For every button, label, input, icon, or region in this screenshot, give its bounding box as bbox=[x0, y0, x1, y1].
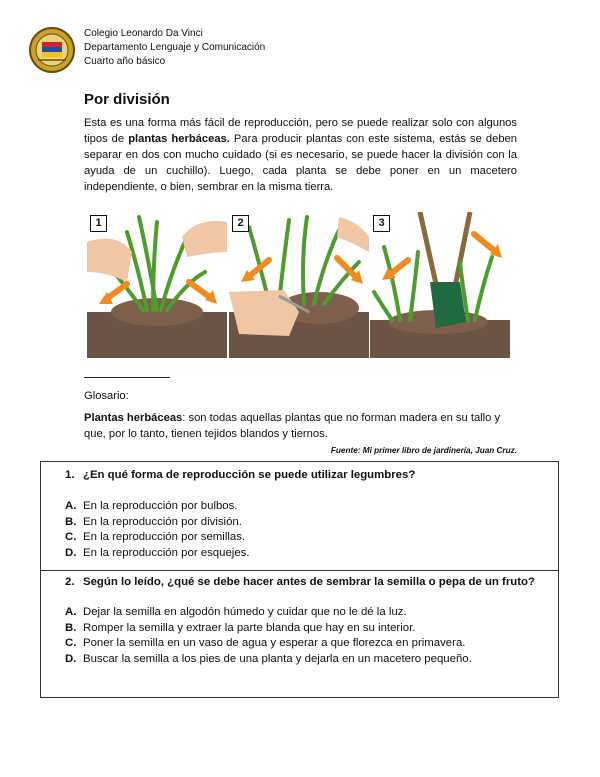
option-2c: C. Poner la semilla en un vaso de agua y esperar a que florezca en primavera. bbox=[65, 637, 466, 649]
figure-step-1 bbox=[87, 212, 227, 358]
figure-step-3 bbox=[370, 212, 510, 358]
option-2b: B. Romper la semilla y extraer la parte blanda que hay en su interior. bbox=[65, 621, 416, 634]
glossary-term: Plantas herbáceas bbox=[84, 412, 183, 424]
glossary-definition bbox=[84, 410, 524, 442]
intro-bold-term: plantas herbáceas. bbox=[128, 133, 230, 145]
step-number-1: 1 bbox=[90, 215, 107, 232]
school-header bbox=[84, 27, 265, 69]
question-1 bbox=[65, 469, 415, 481]
question-divider bbox=[41, 570, 558, 571]
step-number-3: 3 bbox=[373, 215, 390, 232]
intro-text-2: Para producir plantas con este sistema, estás se deben separar en dos con mucho cuidado (si es necesario, se puede hacer la división con la ayuda de un cuchillo). Luego, cada planta se debe poner en un macetero independiente, o bien, sembrar en la misma tierra. bbox=[84, 133, 517, 193]
question-2-options bbox=[65, 605, 472, 667]
school-logo bbox=[28, 26, 76, 74]
option-1c: C. En la reproducción por semillas. bbox=[65, 531, 246, 543]
question-2-number: 2. bbox=[65, 576, 75, 588]
figure-step-2 bbox=[229, 212, 369, 358]
school-name: Colegio Leonardo Da Vinci bbox=[84, 28, 203, 39]
question-2 bbox=[65, 576, 535, 588]
intro-text-1: Esta es una forma más fácil de reproducción, pero se puede realizar solo con algunos tipos de bbox=[84, 117, 517, 145]
question-1-number: 1. bbox=[65, 469, 75, 481]
step-number-2: 2 bbox=[232, 215, 249, 232]
option-1a: A. En la reproducción por bulbos. bbox=[65, 500, 238, 512]
glossary-definition-text: : son todas aquellas plantas que no forman madera en su tallo y que, por lo tanto, tienen tejidos blandos y tiernos. bbox=[84, 412, 501, 440]
option-1d: D. En la reproducción por esquejes. bbox=[65, 546, 250, 559]
section-title: Por división bbox=[84, 91, 170, 108]
footnote-divider bbox=[84, 377, 170, 378]
source-citation: Fuente: Mi primer libro de jardinería, Juan Cruz. bbox=[330, 446, 517, 455]
question-2-text: Según lo leído, ¿qué se debe hacer antes de sembrar la semilla o pepa de un fruto? bbox=[83, 576, 535, 588]
option-2a: A. Dejar la semilla en algodón húmedo y cuidar que no le dé la luz. bbox=[65, 606, 407, 618]
option-1b: B. En la reproducción por división. bbox=[65, 515, 242, 528]
intro-paragraph bbox=[84, 115, 517, 195]
grade-label: Cuarto año básico bbox=[84, 56, 166, 67]
glossary-label: Glosario: bbox=[84, 390, 129, 402]
question-1-text: ¿En qué forma de reproducción se puede utilizar legumbres? bbox=[83, 469, 416, 481]
questions-box bbox=[40, 461, 559, 698]
question-1-options bbox=[65, 499, 250, 561]
department-name: Departamento Lenguaje y Comunicación bbox=[84, 42, 266, 53]
option-2d: D. Buscar la semilla a los pies de una planta y dejarla en un macetero pequeño. bbox=[65, 652, 472, 665]
